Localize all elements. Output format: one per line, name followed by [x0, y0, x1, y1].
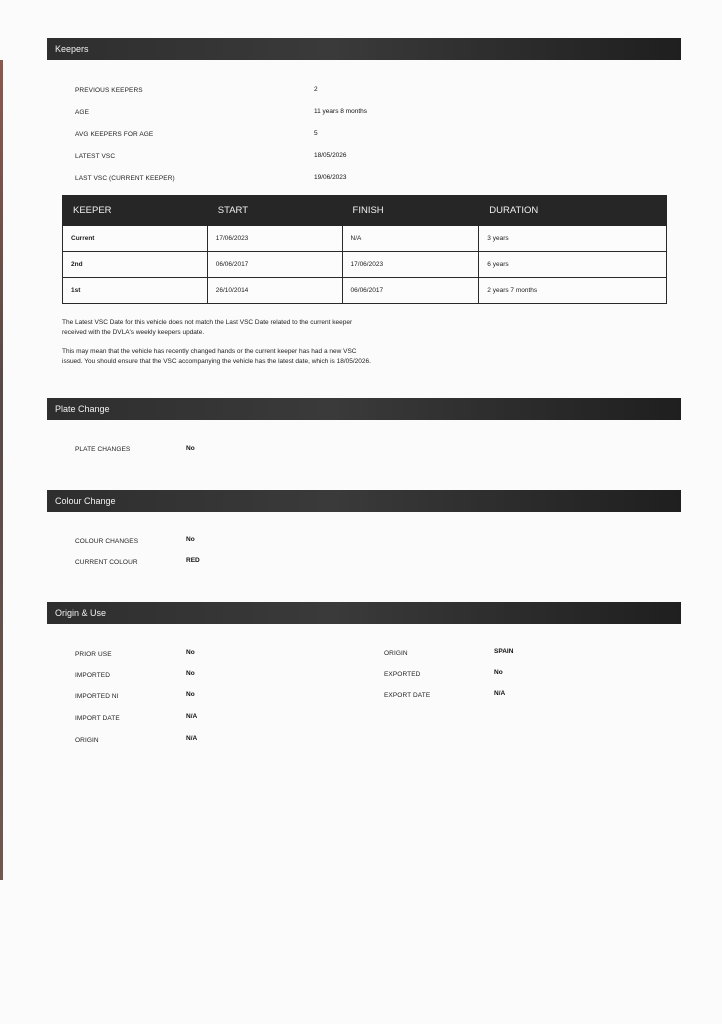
keepers-section-header: Keepers [47, 38, 681, 60]
prior-use-label: PRIOR USE [75, 651, 112, 658]
latest-vsc-value: 18/05/2026 [314, 152, 347, 159]
current-colour-label: CURRENT COLOUR [75, 559, 138, 566]
header-keeper: KEEPER [63, 196, 208, 226]
prior-use-value: No [186, 649, 195, 656]
previous-keepers-value: 2 [314, 86, 318, 93]
current-colour-value: RED [186, 557, 200, 564]
duration-cell: 3 years [479, 226, 667, 252]
colour-changes-label: COLOUR CHANGES [75, 538, 139, 545]
origin-use-section-header: Origin & Use [47, 602, 681, 624]
export-date-label: EXPORT DATE [384, 692, 431, 699]
keeper-cell: 1st [63, 278, 208, 304]
finish-cell: 17/06/2023 [342, 252, 479, 278]
import-date-label: IMPORT DATE [75, 715, 120, 722]
import-date-value: N/A [186, 713, 198, 720]
avg-keepers-value: 5 [314, 130, 318, 137]
page-edge [0, 60, 3, 880]
origin-right-value: SPAIN [494, 648, 514, 655]
duration-cell: 6 years [479, 252, 667, 278]
start-cell: 06/06/2017 [207, 252, 342, 278]
vsc-advice-note: This may mean that the vehicle has recently changed hands or the current keeper has had a new VSC issued. You should ensure that the VSC accompanying the vehicle has the latest date, which is 18/05/2026. [62, 348, 371, 365]
keepers-table [62, 195, 667, 304]
table-row [63, 226, 667, 252]
imported-value: No [186, 670, 195, 677]
origin-right-label: ORIGIN [384, 650, 408, 657]
start-cell: 26/10/2014 [207, 278, 342, 304]
last-vsc-value: 19/06/2023 [314, 174, 347, 181]
exported-label: EXPORTED [384, 671, 421, 678]
keeper-cell: Current [63, 226, 208, 252]
age-label: AGE [75, 109, 90, 116]
exported-value: No [494, 669, 503, 676]
header-start: START [207, 196, 342, 226]
keeper-cell: 2nd [63, 252, 208, 278]
plate-changes-value: No [186, 445, 195, 452]
header-duration: DURATION [479, 196, 667, 226]
plate-change-section-header: Plate Change [47, 398, 681, 420]
last-vsc-label: LAST VSC (CURRENT KEEPER) [75, 175, 175, 182]
origin-left-label: ORIGIN [75, 737, 99, 744]
header-finish: FINISH [342, 196, 479, 226]
origin-left-value: N/A [186, 735, 198, 742]
imported-ni-label: IMPORTED NI [75, 693, 119, 700]
table-header-row [63, 196, 667, 226]
export-date-value: N/A [494, 690, 506, 697]
latest-vsc-label: LATEST VSC [75, 153, 116, 160]
vsc-mismatch-note: The Latest VSC Date for this vehicle does not match the Last VSC Date related to the current keeper received with the DVLA's weekly keepers update. [62, 319, 353, 336]
colour-changes-value: No [186, 536, 195, 543]
finish-cell: 06/06/2017 [342, 278, 479, 304]
table-row [63, 252, 667, 278]
duration-cell: 2 years 7 months [479, 278, 667, 304]
colour-change-section-header: Colour Change [47, 490, 681, 512]
previous-keepers-label: PREVIOUS KEEPERS [75, 87, 143, 94]
finish-cell: N/A [342, 226, 479, 252]
avg-keepers-label: AVG KEEPERS FOR AGE [75, 131, 154, 138]
age-value: 11 years 8 months [314, 108, 367, 115]
start-cell: 17/06/2023 [207, 226, 342, 252]
table-row [63, 278, 667, 304]
imported-label: IMPORTED [75, 672, 110, 679]
plate-changes-label: PLATE CHANGES [75, 446, 131, 453]
imported-ni-value: No [186, 691, 195, 698]
